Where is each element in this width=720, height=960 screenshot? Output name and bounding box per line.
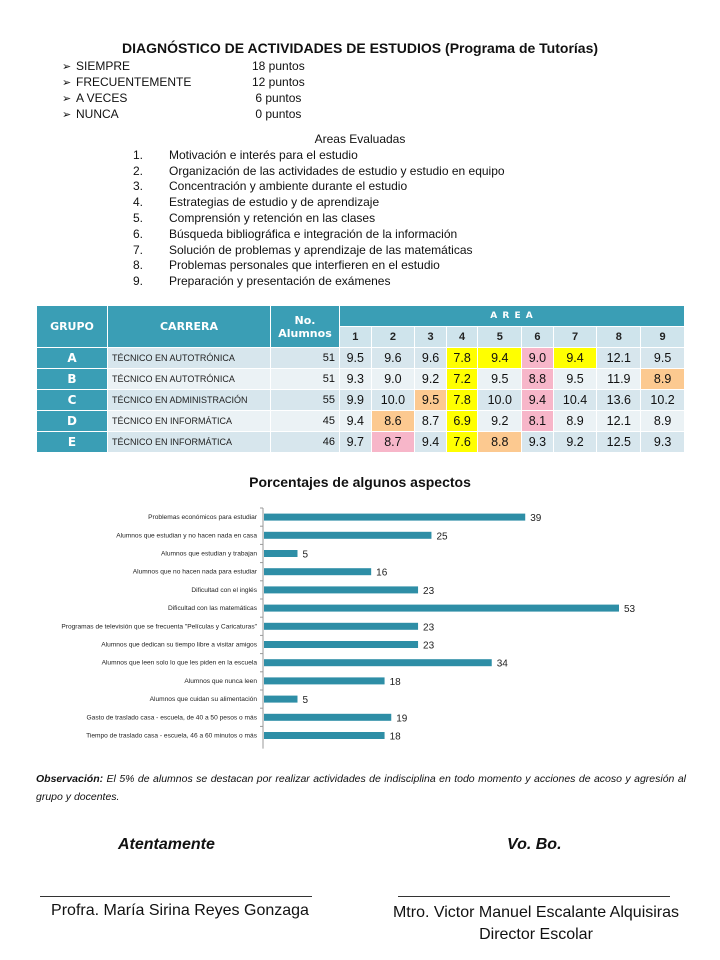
data-label: 34 bbox=[496, 658, 508, 670]
students-cell: 45 bbox=[271, 411, 339, 431]
score-cell: 10.0 bbox=[372, 390, 415, 410]
score-cell: 8.8 bbox=[522, 369, 553, 389]
header-area: A R E A bbox=[340, 306, 684, 326]
bar bbox=[264, 714, 391, 721]
area-column-header: 1 bbox=[340, 327, 371, 347]
data-label: 39 bbox=[530, 513, 542, 525]
bar bbox=[264, 696, 297, 703]
score-cell: 9.4 bbox=[522, 390, 553, 410]
category-label: Alumnos que estudian y trabajan bbox=[160, 550, 257, 558]
bar bbox=[264, 568, 371, 575]
bar bbox=[264, 586, 418, 593]
score-cell: 9.7 bbox=[340, 432, 371, 452]
area-column-header: 5 bbox=[478, 327, 521, 347]
arrow-bullet-icon: ➢ bbox=[62, 76, 72, 89]
scale-label: FRECUENTEMENTE bbox=[76, 75, 192, 89]
category-label: Alumnos que dedican su tiempo libre a visitar amigos bbox=[101, 641, 257, 649]
category-label: Alumnos que estudian y no hacen nada en casa bbox=[116, 532, 257, 540]
area-item bbox=[133, 179, 505, 195]
scale-points: 0 puntos bbox=[252, 107, 302, 121]
signature-line-right bbox=[398, 896, 670, 897]
students-cell: 51 bbox=[271, 348, 339, 368]
area-text: Búsqueda bibliográfica e integración de la información bbox=[169, 226, 458, 241]
area-number: 1. bbox=[133, 147, 144, 162]
table-row bbox=[37, 369, 684, 389]
category-label: Alumnos que leen solo lo que les piden en la escuela bbox=[101, 659, 257, 667]
area-text: Problemas personales que interfieren en el estudio bbox=[169, 258, 440, 273]
scale-points: 18 puntos bbox=[252, 59, 305, 73]
score-cell: 7.2 bbox=[447, 369, 478, 389]
score-cell: 9.9 bbox=[340, 390, 371, 410]
signer-left-name: Profra. María Sirina Reyes Gonzaga bbox=[51, 902, 309, 919]
area-text: Solución de problemas y aprendizaje de las matemáticas bbox=[169, 242, 473, 257]
horizontal-bar-chart bbox=[0, 500, 720, 750]
group-cell: B bbox=[37, 369, 107, 389]
score-cell: 9.4 bbox=[415, 432, 446, 452]
area-column-header: 3 bbox=[415, 327, 446, 347]
area-item bbox=[133, 194, 505, 210]
area-item bbox=[133, 147, 505, 163]
category-label: Dificultad con el inglés bbox=[191, 586, 257, 594]
area-number: 6. bbox=[133, 226, 144, 241]
score-cell: 13.6 bbox=[597, 390, 640, 410]
header-students bbox=[271, 306, 339, 347]
area-text: Preparación y presentación de exámenes bbox=[169, 274, 391, 289]
scale-item bbox=[62, 58, 342, 74]
area-column-header: 7 bbox=[554, 327, 597, 347]
score-cell: 10.2 bbox=[641, 390, 684, 410]
bar bbox=[264, 605, 619, 612]
category-label: Alumnos que no hacen nada para estudiar bbox=[132, 568, 257, 576]
area-number: 7. bbox=[133, 242, 144, 257]
score-cell: 10.4 bbox=[554, 390, 597, 410]
students-cell: 51 bbox=[271, 369, 339, 389]
scale-label: NUNCA bbox=[76, 107, 119, 121]
arrow-bullet-icon: ➢ bbox=[62, 60, 72, 73]
score-cell: 9.4 bbox=[340, 411, 371, 431]
students-cell: 55 bbox=[271, 390, 339, 410]
score-cell: 12.1 bbox=[597, 411, 640, 431]
table-header-row bbox=[37, 306, 684, 326]
data-label: 23 bbox=[423, 622, 435, 634]
area-column-header: 2 bbox=[372, 327, 415, 347]
category-label: Tiempo de traslado casa - escuela, 46 a 60 minutos o más bbox=[86, 732, 257, 740]
score-cell: 8.7 bbox=[415, 411, 446, 431]
score-cell: 9.2 bbox=[478, 411, 521, 431]
scoring-scale bbox=[62, 58, 342, 122]
area-column-header: 8 bbox=[597, 327, 640, 347]
signer-right-title: Director Escolar bbox=[479, 926, 593, 943]
career-cell: TÉCNICO EN AUTOTRÓNICA bbox=[108, 348, 270, 368]
score-cell: 9.3 bbox=[522, 432, 553, 452]
scale-item bbox=[62, 106, 342, 122]
score-cell: 12.5 bbox=[597, 432, 640, 452]
score-cell: 8.9 bbox=[641, 411, 684, 431]
score-cell: 9.6 bbox=[372, 348, 415, 368]
data-label: 18 bbox=[389, 731, 401, 743]
arrow-bullet-icon: ➢ bbox=[62, 108, 72, 121]
group-cell: C bbox=[37, 390, 107, 410]
observation-text: El 5% de alumnos se destacan por realizar actividades de indisciplina en todo momento y acciones de acoso y agresión al grupo y docentes. bbox=[36, 773, 686, 803]
area-number: 5. bbox=[133, 211, 144, 226]
score-cell: 8.9 bbox=[641, 369, 684, 389]
area-column-header: 4 bbox=[447, 327, 478, 347]
scale-points: 6 puntos bbox=[252, 91, 302, 105]
scale-points: 12 puntos bbox=[252, 75, 305, 89]
area-number: 9. bbox=[133, 274, 144, 289]
category-label: Gasto de traslado casa - escuela, de 40 a 50 pesos o más bbox=[86, 714, 257, 722]
bar bbox=[264, 532, 431, 539]
career-cell: TÉCNICO EN INFORMÁTICA bbox=[108, 432, 270, 452]
score-cell: 9.2 bbox=[415, 369, 446, 389]
score-cell: 9.6 bbox=[415, 348, 446, 368]
closing-left: Atentamente bbox=[118, 836, 215, 853]
scale-label: A VECES bbox=[76, 91, 128, 105]
score-cell: 9.0 bbox=[372, 369, 415, 389]
bar bbox=[264, 550, 297, 557]
scale-item bbox=[62, 90, 342, 106]
score-cell: 7.6 bbox=[447, 432, 478, 452]
bar bbox=[264, 641, 418, 648]
header-career: CARRERA bbox=[108, 306, 270, 347]
score-cell: 9.2 bbox=[554, 432, 597, 452]
area-number: 2. bbox=[133, 163, 144, 178]
area-item bbox=[133, 242, 505, 258]
table-row bbox=[37, 432, 684, 452]
header-students-line1: No. bbox=[294, 313, 316, 327]
bar bbox=[264, 514, 525, 521]
area-item bbox=[133, 210, 505, 226]
bar bbox=[264, 732, 385, 739]
scale-label: SIEMPRE bbox=[76, 59, 131, 73]
data-label: 16 bbox=[376, 567, 388, 579]
score-cell: 7.8 bbox=[447, 348, 478, 368]
area-number: 4. bbox=[133, 195, 144, 210]
score-cell: 9.5 bbox=[340, 348, 371, 368]
category-label: Programas de televisión que se frecuenta "Películas y Caricaturas" bbox=[61, 623, 257, 631]
arrow-bullet-icon: ➢ bbox=[62, 92, 72, 105]
header-group: GRUPO bbox=[37, 306, 107, 347]
group-cell: E bbox=[37, 432, 107, 452]
score-cell: 8.7 bbox=[372, 432, 415, 452]
data-label: 18 bbox=[389, 676, 401, 688]
areas-title: Areas Evaluadas bbox=[314, 132, 406, 146]
career-cell: TÉCNICO EN ADMINISTRACIÓN bbox=[108, 390, 270, 410]
area-text: Motivación e interés para el estudio bbox=[169, 147, 358, 162]
score-cell: 9.3 bbox=[340, 369, 371, 389]
career-cell: TÉCNICO EN AUTOTRÓNICA bbox=[108, 369, 270, 389]
career-cell: TÉCNICO EN INFORMÁTICA bbox=[108, 411, 270, 431]
bar bbox=[264, 623, 418, 630]
signature-line-left bbox=[40, 896, 312, 897]
group-cell: A bbox=[37, 348, 107, 368]
area-column-header: 9 bbox=[641, 327, 684, 347]
score-cell: 8.6 bbox=[372, 411, 415, 431]
score-cell: 11.9 bbox=[597, 369, 640, 389]
data-label: 53 bbox=[624, 604, 636, 616]
closing-right: Vo. Bo. bbox=[507, 836, 562, 853]
score-cell: 9.4 bbox=[554, 348, 597, 368]
table-row bbox=[37, 348, 684, 368]
category-label: Alumnos que cuidan su alimentación bbox=[149, 696, 257, 704]
table-row bbox=[37, 411, 684, 431]
students-cell: 46 bbox=[271, 432, 339, 452]
category-label: Dificultad con las matemáticas bbox=[167, 605, 257, 613]
group-cell: D bbox=[37, 411, 107, 431]
areas-list bbox=[133, 147, 505, 289]
score-cell: 6.9 bbox=[447, 411, 478, 431]
area-item bbox=[133, 258, 505, 274]
area-number: 3. bbox=[133, 179, 144, 194]
data-label: 25 bbox=[436, 531, 448, 543]
results-table bbox=[36, 305, 685, 453]
score-cell: 10.0 bbox=[478, 390, 521, 410]
score-cell: 9.5 bbox=[415, 390, 446, 410]
observation-paragraph bbox=[36, 770, 686, 806]
category-label: Problemas económicos para estudiar bbox=[148, 514, 257, 522]
observation-label: Observación: bbox=[36, 773, 104, 785]
area-item bbox=[133, 273, 505, 289]
data-label: 19 bbox=[396, 713, 408, 725]
area-number: 8. bbox=[133, 258, 144, 273]
data-label: 23 bbox=[423, 585, 435, 597]
data-label: 5 bbox=[302, 549, 309, 561]
bar bbox=[264, 677, 385, 684]
signer-right bbox=[376, 902, 696, 946]
signer-right-name: Mtro. Victor Manuel Escalante Alquisiras bbox=[392, 904, 680, 921]
area-item bbox=[133, 163, 505, 179]
area-text: Organización de las actividades de estudio y estudio en equipo bbox=[169, 163, 505, 178]
score-cell: 8.1 bbox=[522, 411, 553, 431]
data-label: 5 bbox=[302, 695, 309, 707]
chart-title: Porcentajes de algunos aspectos bbox=[249, 474, 471, 490]
score-cell: 9.4 bbox=[478, 348, 521, 368]
area-item bbox=[133, 226, 505, 242]
scale-item bbox=[62, 74, 342, 90]
score-cell: 9.5 bbox=[478, 369, 521, 389]
score-cell: 8.8 bbox=[478, 432, 521, 452]
area-text: Concentración y ambiente durante el estudio bbox=[169, 179, 408, 194]
score-cell: 9.5 bbox=[554, 369, 597, 389]
score-cell: 12.1 bbox=[597, 348, 640, 368]
score-cell: 7.8 bbox=[447, 390, 478, 410]
table-row bbox=[37, 390, 684, 410]
area-text: Estrategias de estudio y de aprendizaje bbox=[169, 195, 380, 210]
score-cell: 9.0 bbox=[522, 348, 553, 368]
header-students-line2: Alumnos bbox=[278, 326, 332, 340]
score-cell: 9.5 bbox=[641, 348, 684, 368]
score-cell: 8.9 bbox=[554, 411, 597, 431]
category-label: Alumnos que nunca leen bbox=[184, 677, 257, 685]
data-label: 23 bbox=[423, 640, 435, 652]
score-cell: 9.3 bbox=[641, 432, 684, 452]
area-text: Comprensión y retención en las clases bbox=[169, 211, 376, 226]
document-title: DIAGNÓSTICO DE ACTIVIDADES DE ESTUDIOS (Programa de Tutorías) bbox=[121, 40, 599, 56]
area-column-header: 6 bbox=[522, 327, 553, 347]
bar bbox=[264, 659, 492, 666]
